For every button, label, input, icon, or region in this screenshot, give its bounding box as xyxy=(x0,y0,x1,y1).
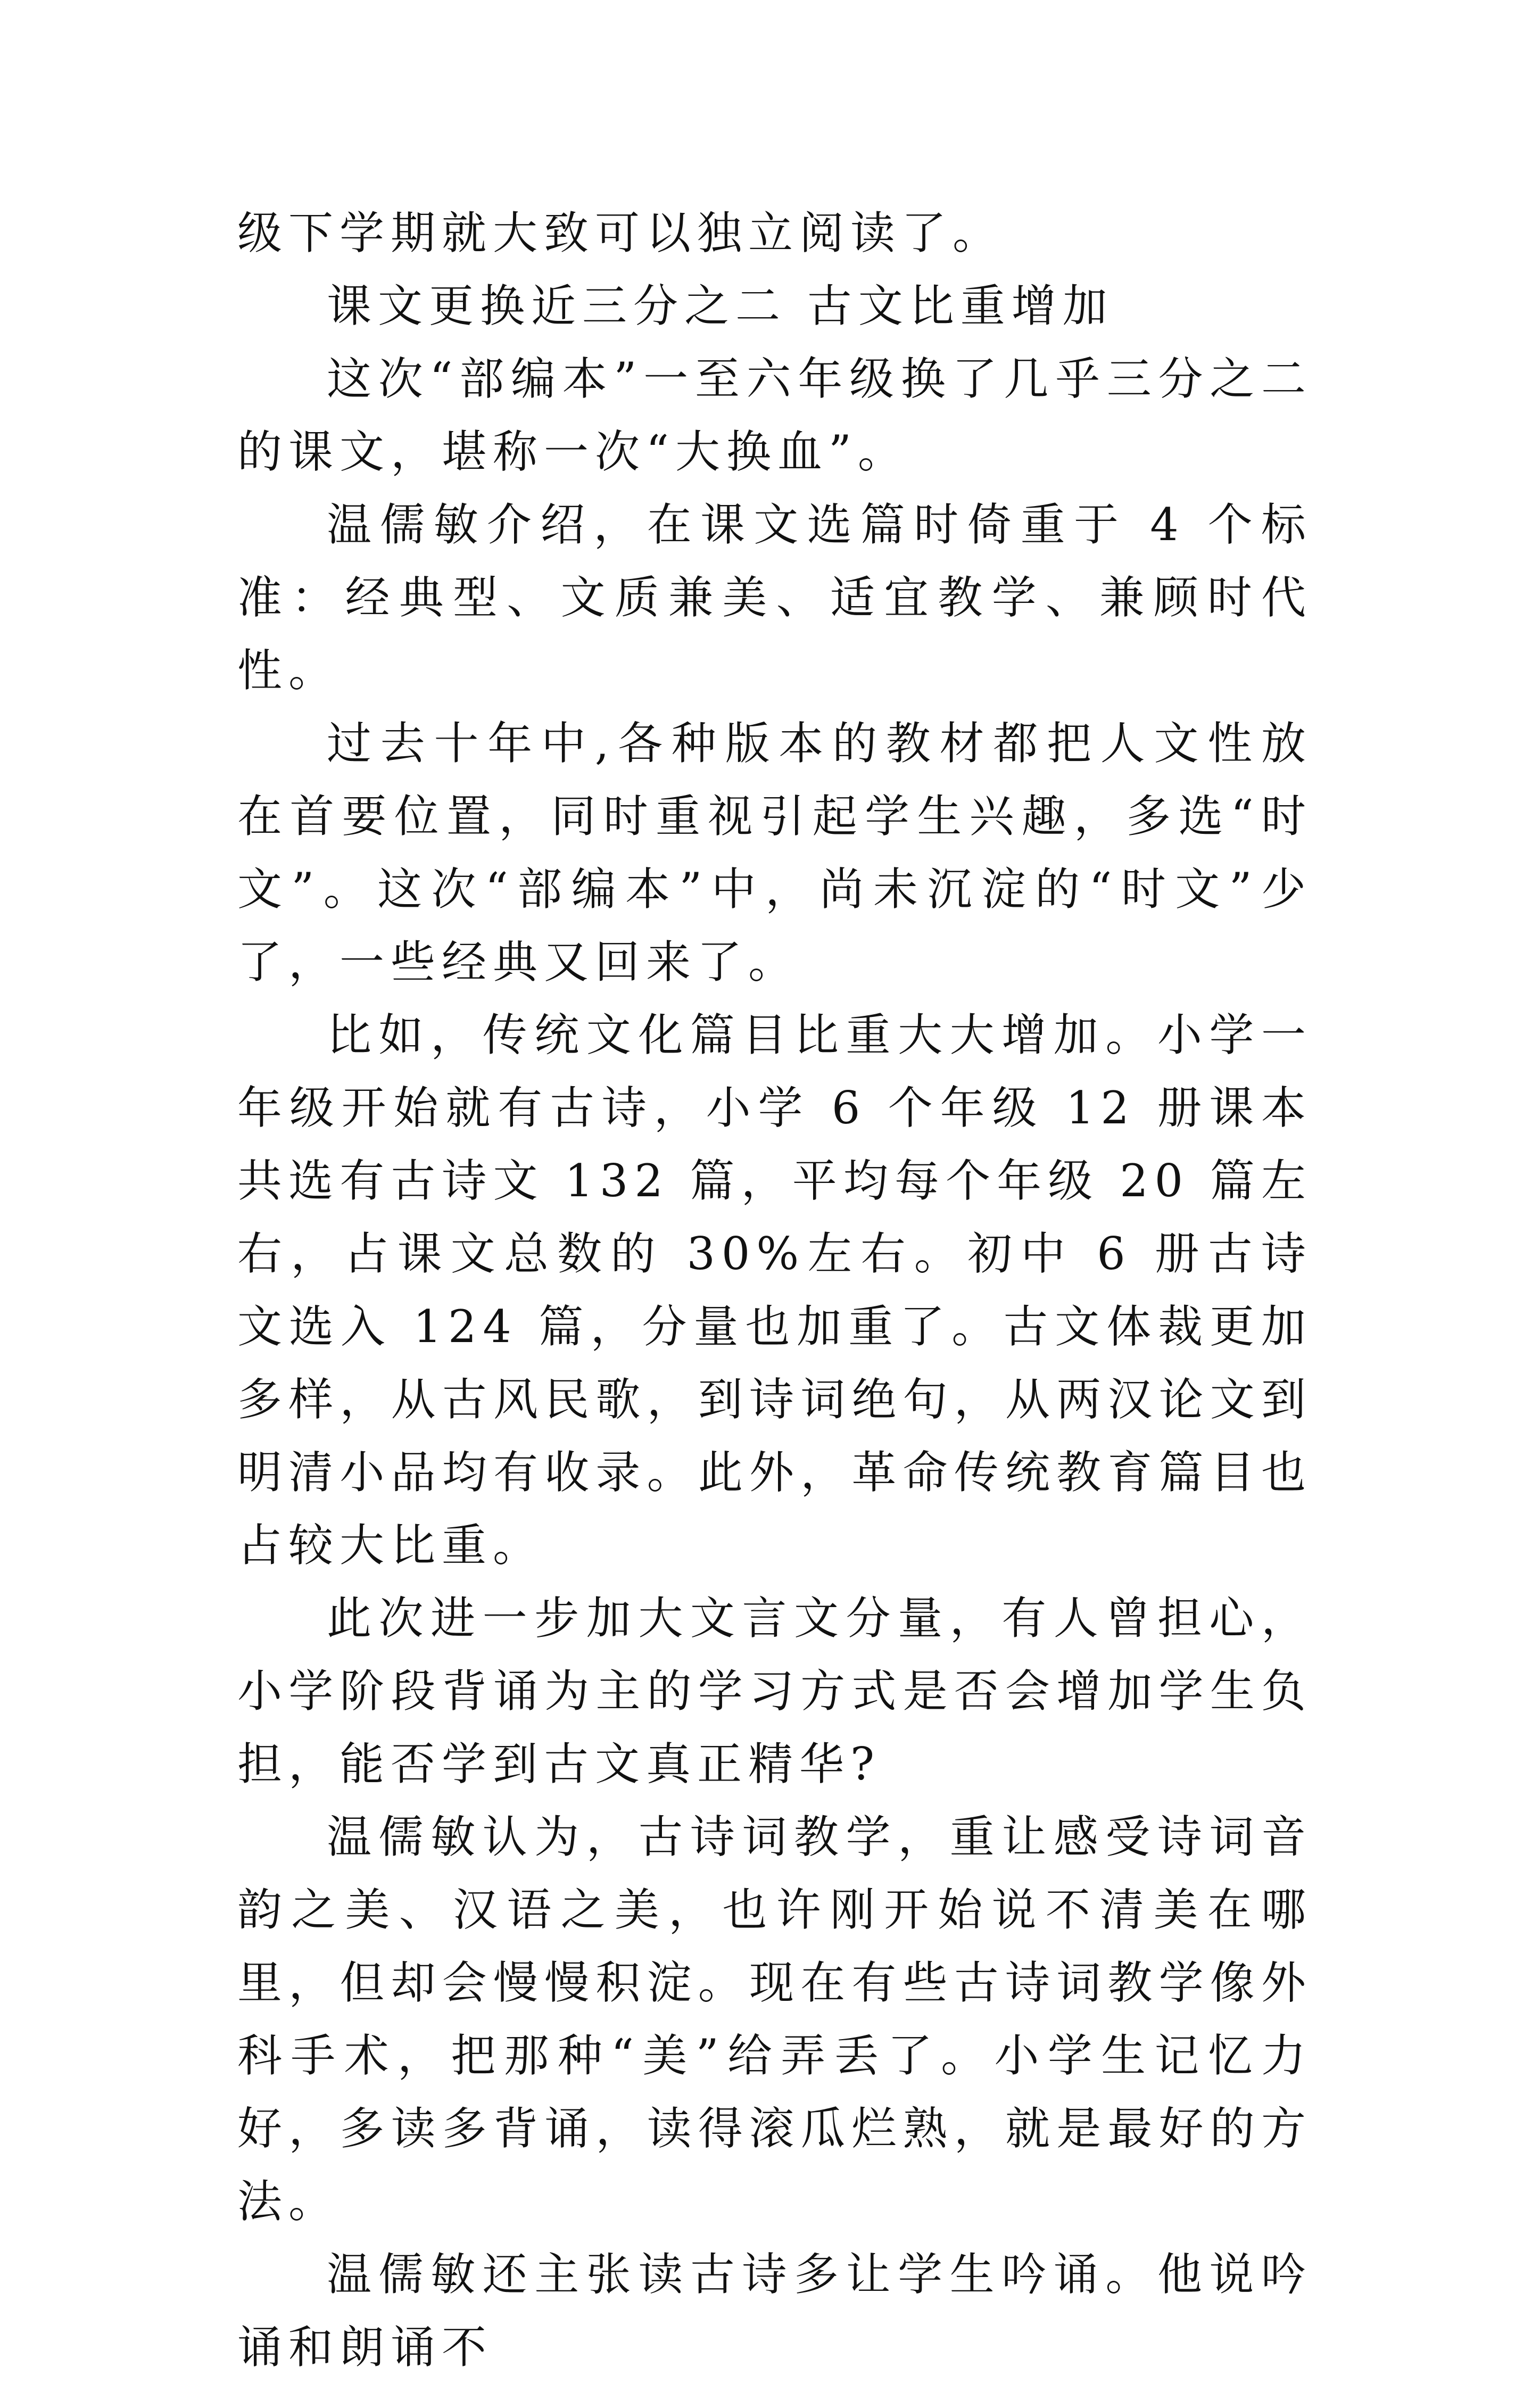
paragraph-continuation: 级下学期就大致可以独立阅读了。 xyxy=(237,207,1004,259)
paragraph-poetry-teaching: 温儒敏认为，古诗词教学，重让感受诗词音韵之美、汉语之美，也许刚开始说不清美在哪里，但却会慢慢积淀。现在有些古诗词教学像外科手术，把那种“美”给弄丢了。小学生记忆力好，多读多背诵，读得滚瓜烂熟，就是最好的方法。 xyxy=(237,1811,1312,2228)
section-heading: 课文更换近三分之二 古文比重增加 xyxy=(327,280,1114,332)
paragraph-past-decade: 过去十年中,各种版本的教材都把人文性放在首要位置，同时重视引起学生兴趣，多选“时文”。这次“部编本”中，尚未沉淀的“时文”少了，一些经典又回来了。 xyxy=(237,717,1312,988)
paragraph-recitation: 温儒敏还主张读古诗多让学生吟诵。他说吟诵和朗诵不 xyxy=(237,2248,1312,2373)
paragraph-selection-standards: 温儒敏介绍，在课文选篇时倚重于 4 个标准：经典型、文质兼美、适宜教学、兼顾时代性。 xyxy=(237,499,1312,697)
paragraph-traditional-culture: 比如，传统文化篇目比重大大增加。小学一年级开始就有古诗，小学 6 个年级 12 册课本共选有古诗文 132 篇，平均每个年级 20 篇左右，占课文总数的 30%左右。初中 6 册古诗文选入 124 篇，分量也加重了。古文体裁更加多样，从古风民歌，到诗词绝句，从两汉论文到明清小品均有收录。此外，革命传统教育篇目也占较大比重。 xyxy=(237,1009,1312,1571)
article-body xyxy=(237,197,1312,2384)
paragraph-classical-concern: 此次进一步加大文言文分量，有人曾担心，小学阶段背诵为主的学习方式是否会增加学生负担，能否学到古文真正精华? xyxy=(237,1592,1312,1790)
paragraph-textbook-change: 这次“部编本”一至六年级换了几乎三分之二的课文，堪称一次“大换血”。 xyxy=(237,353,1312,478)
